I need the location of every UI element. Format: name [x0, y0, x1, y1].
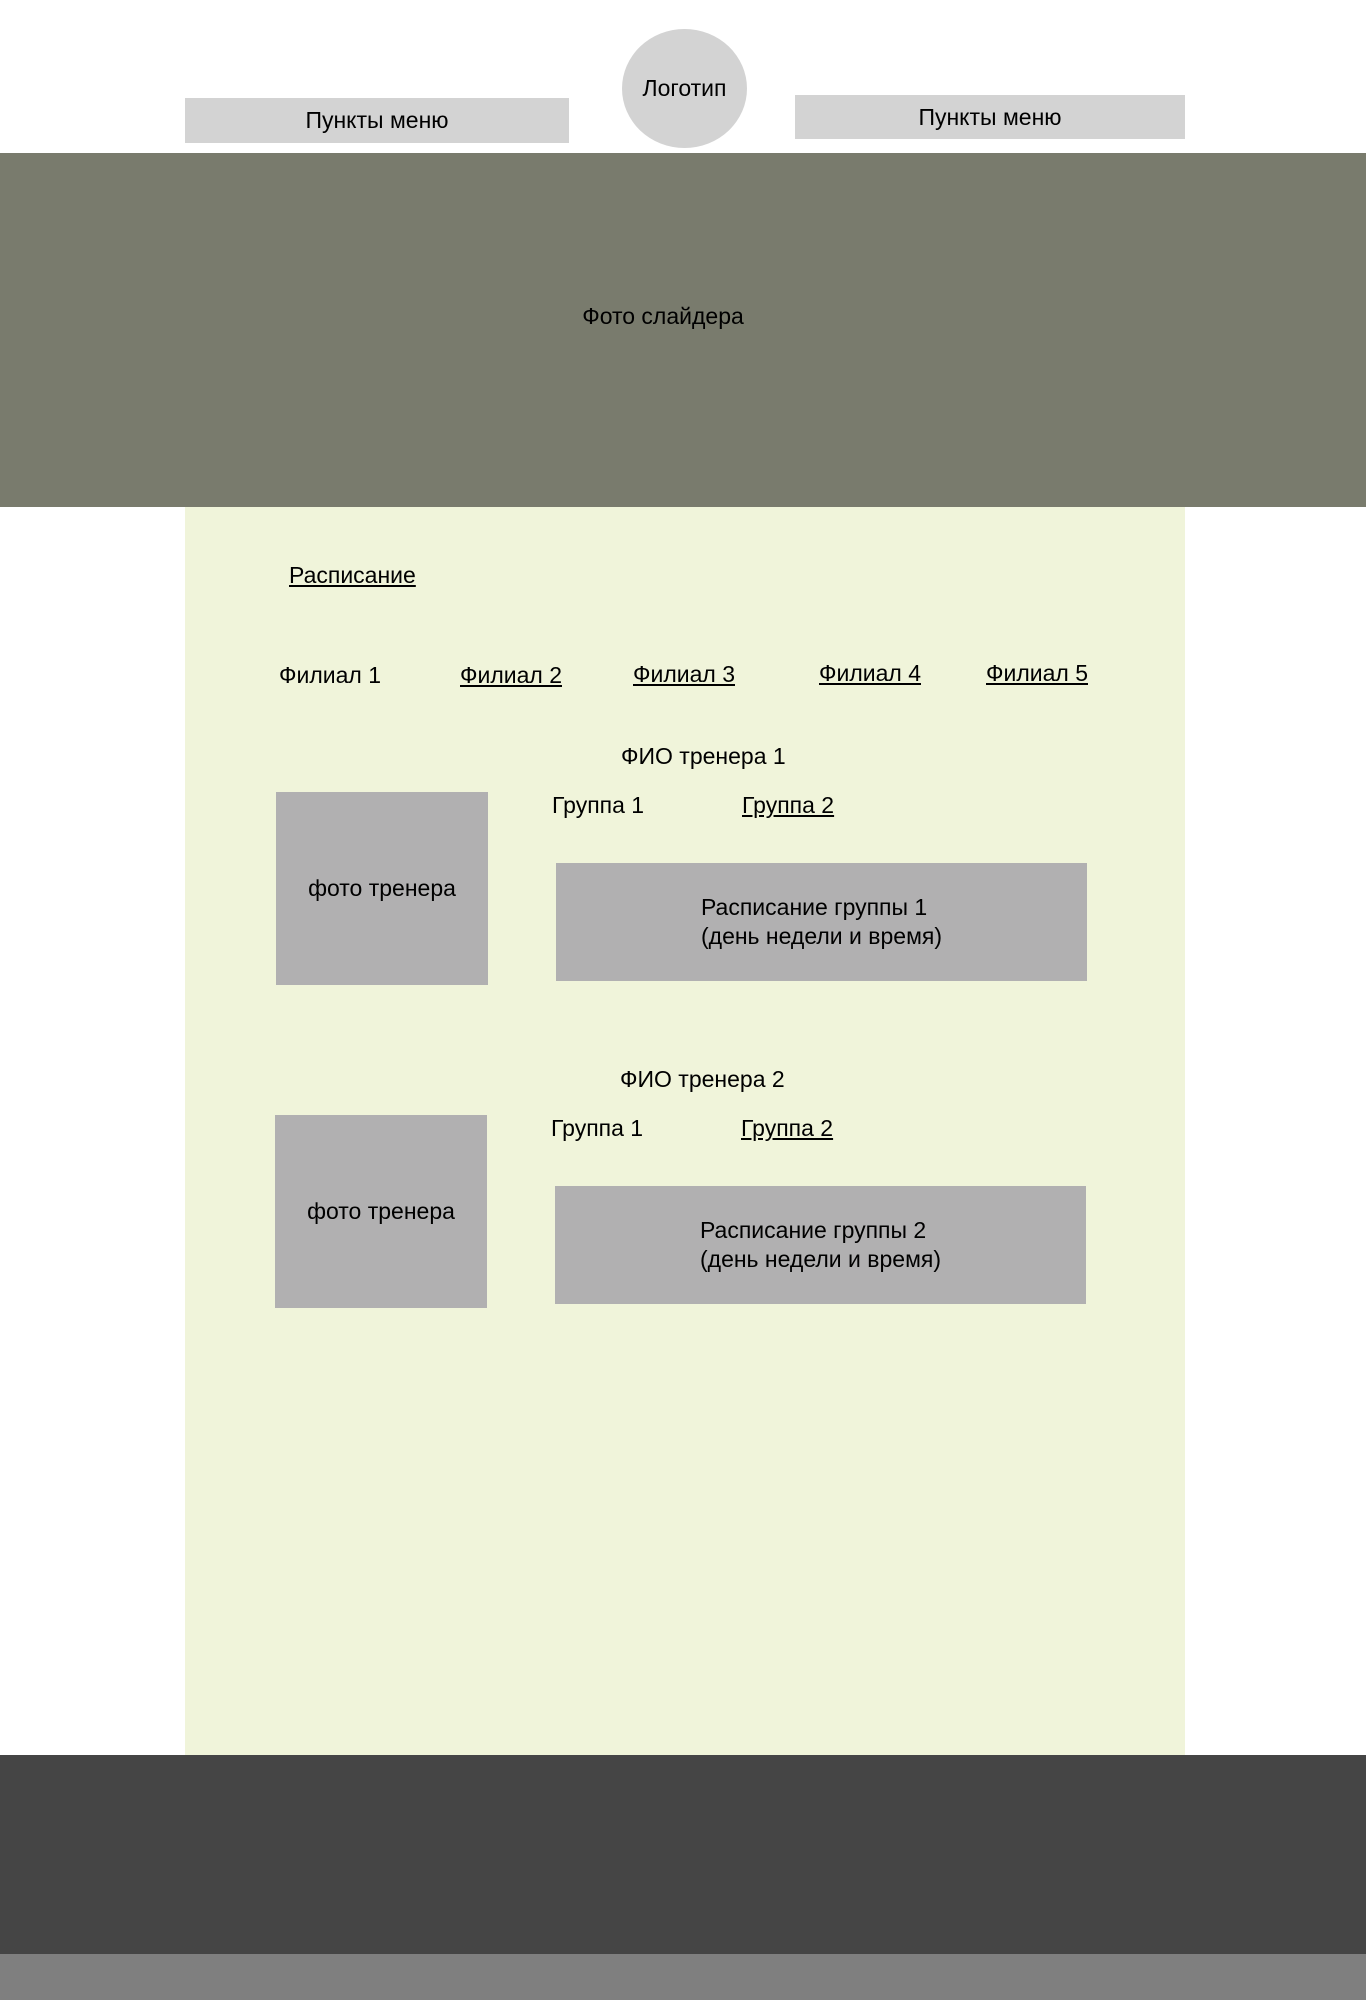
group-schedule-text	[701, 893, 942, 951]
trainer-name-1: ФИО тренера 1	[621, 743, 786, 769]
group-schedule-subtitle: (день недели и время)	[699, 1246, 941, 1272]
branch-tab-3[interactable]: Филиал 3	[633, 661, 735, 687]
group-tab-2-1[interactable]: Группа 1	[551, 1115, 644, 1141]
branch-tab-4[interactable]: Филиал 4	[819, 660, 921, 686]
menu-items-right[interactable]: Пункты меню	[795, 95, 1185, 139]
group-schedule-2	[555, 1186, 1086, 1304]
slider[interactable]	[0, 153, 1366, 507]
group-schedule-subtitle: (день недели и время)	[700, 923, 942, 949]
group-tab-1-1[interactable]: Группа 1	[552, 792, 645, 818]
slider-label: Фото слайдера	[582, 302, 744, 329]
footer	[0, 1755, 1366, 1954]
trainer-photo-2	[275, 1115, 487, 1308]
group-schedule-title: Расписание группы 1	[700, 894, 928, 920]
menu-items-left[interactable]: Пункты меню	[185, 98, 569, 143]
trainer-photo-label: фото тренера	[308, 875, 456, 901]
logo[interactable]: Логотип	[622, 29, 747, 148]
group-tab-2-2[interactable]: Группа 2	[741, 1115, 834, 1141]
group-schedule-text	[700, 1216, 941, 1274]
group-tab-1-2[interactable]: Группа 2	[742, 792, 835, 818]
trainer-photo-label: фото тренера	[307, 1198, 455, 1224]
branch-tab-5[interactable]: Филиал 5	[986, 660, 1088, 686]
group-schedule-title: Расписание группы 2	[699, 1217, 927, 1243]
group-schedule-1	[556, 863, 1087, 981]
branch-tab-1[interactable]: Филиал 1	[279, 662, 381, 688]
trainer-photo-1	[276, 792, 488, 985]
branch-tab-2[interactable]: Филиал 2	[460, 662, 562, 688]
schedule-section	[185, 507, 1185, 1755]
trainer-name-2: ФИО тренера 2	[620, 1066, 785, 1092]
schedule-heading-link[interactable]: Расписание	[289, 562, 416, 588]
footer-bottom-bar	[0, 1954, 1366, 2000]
